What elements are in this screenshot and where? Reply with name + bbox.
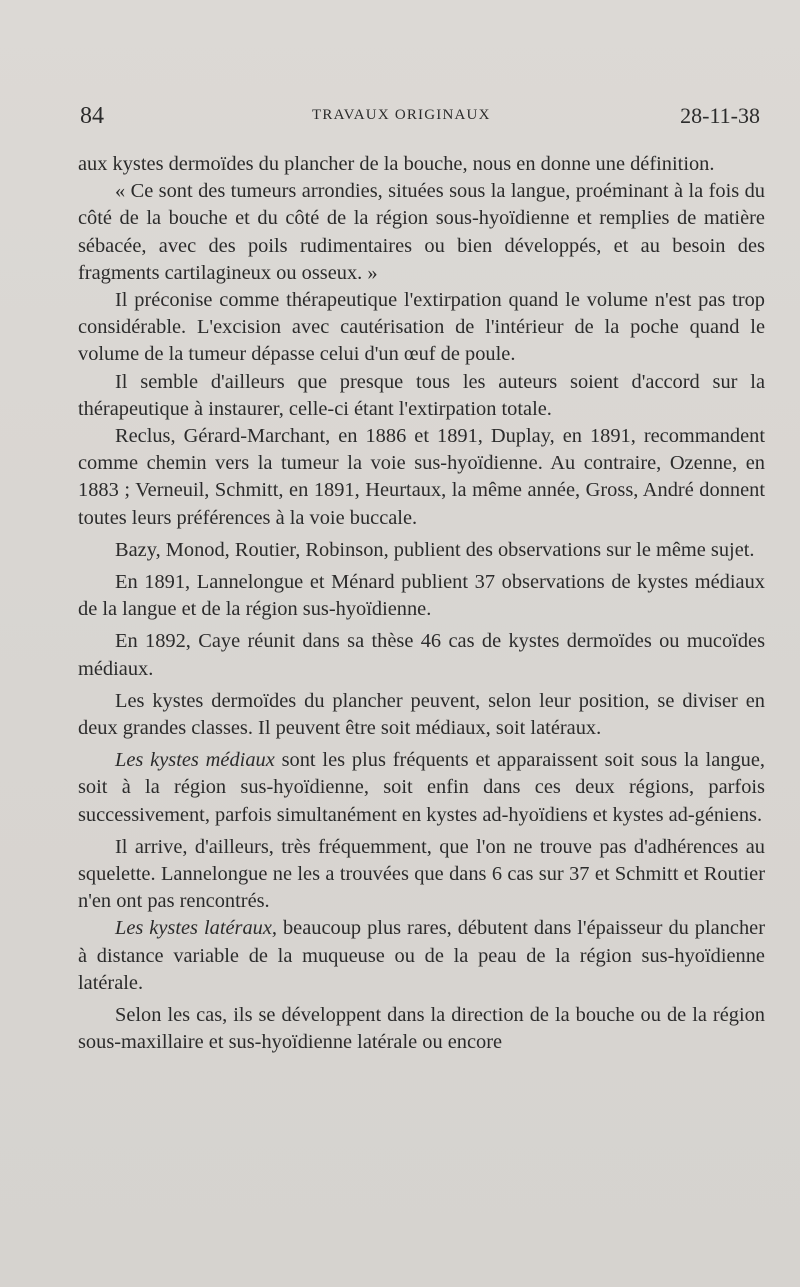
paragraph-text: En 1892, Caye réunit dans sa thèse 46 cas de kystes dermoïdes ou mucoïdes médiaux.: [78, 630, 765, 680]
paragraph-text: Bazy, Monod, Routier, Robinson, publient des observations sur le même sujet.: [115, 538, 755, 561]
running-title: TRAVAUX ORIGINAUX: [312, 107, 491, 123]
paragraph: [78, 915, 765, 997]
paragraph-text: Reclus, Gérard-Marchant, en 1886 et 1891, Duplay, en 1891, recommandent comme chemin vers la tumeur la voie sus-hyoïdienne. Au contraire, Ozenne, en 1883 ; Verneuil, Schmitt, en 1891, Heurtaux, la même année, Gross, André donnent toutes leurs préférences à la voie buccale.: [78, 425, 765, 529]
paragraph: [78, 151, 765, 178]
paragraph-text: beaucoup plus rares, débutent dans l'épaisseur du plancher à distance variable de la muqueuse ou de la peau de la région sus-hyoïdienne latérale.: [78, 917, 765, 994]
paragraph-text: sont les plus fréquents et apparaissent soit sous la langue, soit à la région sus-hyoïdienne, soit enfin dans ces deux régions, parfois successivement, parfois simultanément en kystes ad-hyoïdiens et kystes ad-géniens.: [78, 749, 765, 826]
paragraph-lead-italic: Les kystes latéraux,: [115, 917, 278, 940]
paragraph: [78, 747, 765, 829]
paragraph: [78, 537, 765, 564]
running-head: [80, 103, 760, 133]
paragraph: [78, 1002, 765, 1056]
paragraph: [78, 178, 765, 287]
paragraph: [78, 688, 765, 742]
paragraph: [78, 569, 765, 623]
paragraph: [78, 369, 765, 423]
issue-date: 28-11-38: [680, 103, 760, 128]
paragraph-lead-italic: Les kystes médiaux: [115, 749, 275, 772]
paragraph-text: Les kystes dermoïdes du plancher peuvent, selon leur position, se diviser en deux grandes classes. Il peuvent être soit médiaux, soit latéraux.: [78, 689, 765, 740]
paragraph-text: Il préconise comme thérapeutique l'extirpation quand le volume n'est pas trop considérable. L'excision avec cautérisation de l'intérieur de la poche quand le volume de la tumeur dépasse celui d'un œuf de poule.: [78, 289, 765, 366]
body-text: [78, 151, 765, 1057]
paragraph-text: En 1891, Lannelongue et Ménard publient 37 observations de kystes médiaux de la langue et de la région sus-hyoïdienne.: [78, 571, 765, 621]
paragraph: [78, 628, 765, 682]
paragraph-text: Il semble d'ailleurs que presque tous les auteurs soient d'accord sur la thérapeutique à instaurer, celle-ci étant l'extirpation totale.: [78, 370, 765, 420]
page-number: 84: [80, 103, 104, 129]
paragraph: [78, 423, 765, 532]
paragraph: [78, 287, 765, 369]
paragraph-text: Selon les cas, ils se développent dans la direction de la bouche ou de la région sous-maxillaire et sus-hyoïdienne latérale ou encore: [78, 1004, 765, 1054]
paragraph-text: « Ce sont des tumeurs arrondies, situées sous la langue, proéminant à la fois du côté de la bouche et du côté de la région sous-hyoïdienne et remplies de matière sébacée, avec des poils rudimentaires ou bien développés, et au besoin des fragments cartilagineux ou osseux. »: [78, 180, 765, 284]
paragraph: [78, 834, 765, 916]
paragraph-text: Il arrive, d'ailleurs, très fréquemment, que l'on ne trouve pas d'adhérences au squelette. Lannelongue ne les a trouvées que dans 6 cas sur 37 et Schmitt et Routier n'en ont pas rencontrés.: [78, 835, 765, 913]
paragraph-text: aux kystes dermoïdes du plancher de la bouche, nous en donne une définition.: [78, 153, 715, 175]
